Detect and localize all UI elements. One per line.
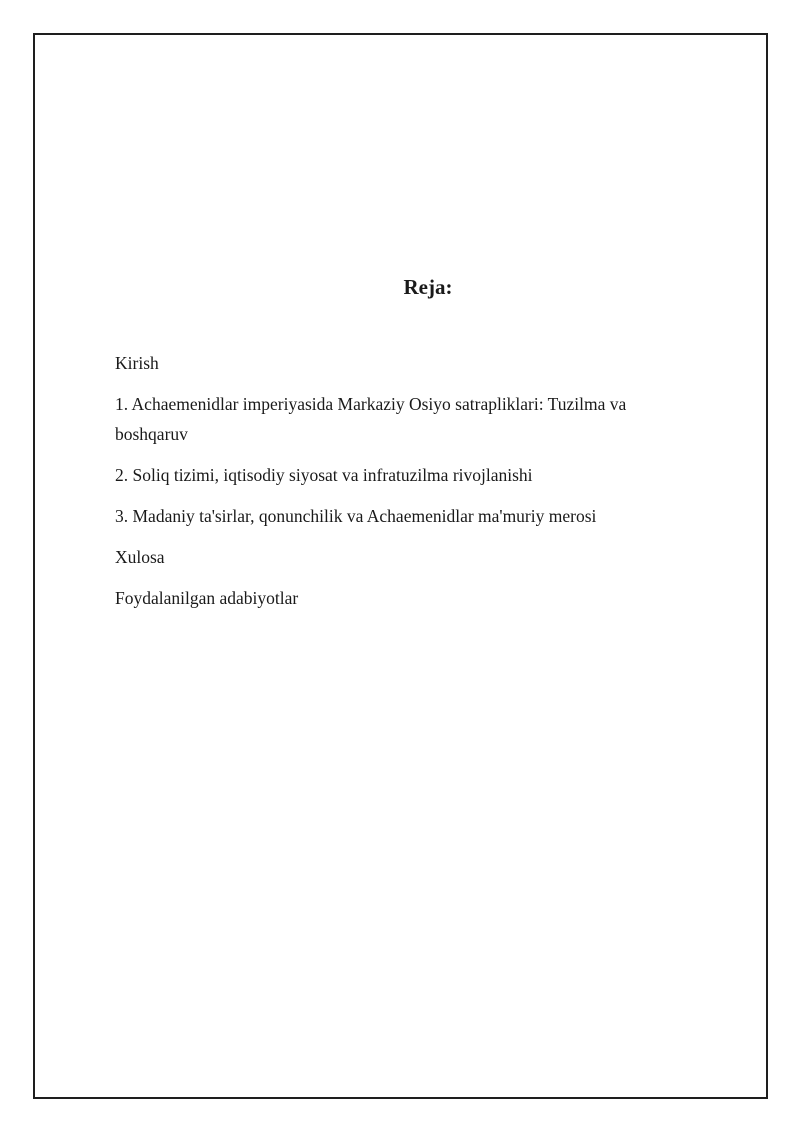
toc-item-chapter-1: 1. Achaemenidlar imperiyasida Markaziy Osiyo satrapliklari: Tuzilma va boshqaruv <box>115 394 627 444</box>
toc-item-introduction: Kirish <box>115 353 159 373</box>
toc-item-conclusion: Xulosa <box>115 547 165 567</box>
toc-item-chapter-2: 2. Soliq tizimi, iqtisodiy siyosat va infratuzilma rivojlanishi <box>115 465 533 485</box>
page-title: Reja: <box>403 275 453 299</box>
toc-item-chapter-3: 3. Madaniy ta'sirlar, qonunchilik va Achaemenidlar ma'muriy merosi <box>115 506 597 526</box>
table-of-contents <box>115 348 675 624</box>
toc-item-references: Foydalanilgan adabiyotlar <box>115 588 299 608</box>
